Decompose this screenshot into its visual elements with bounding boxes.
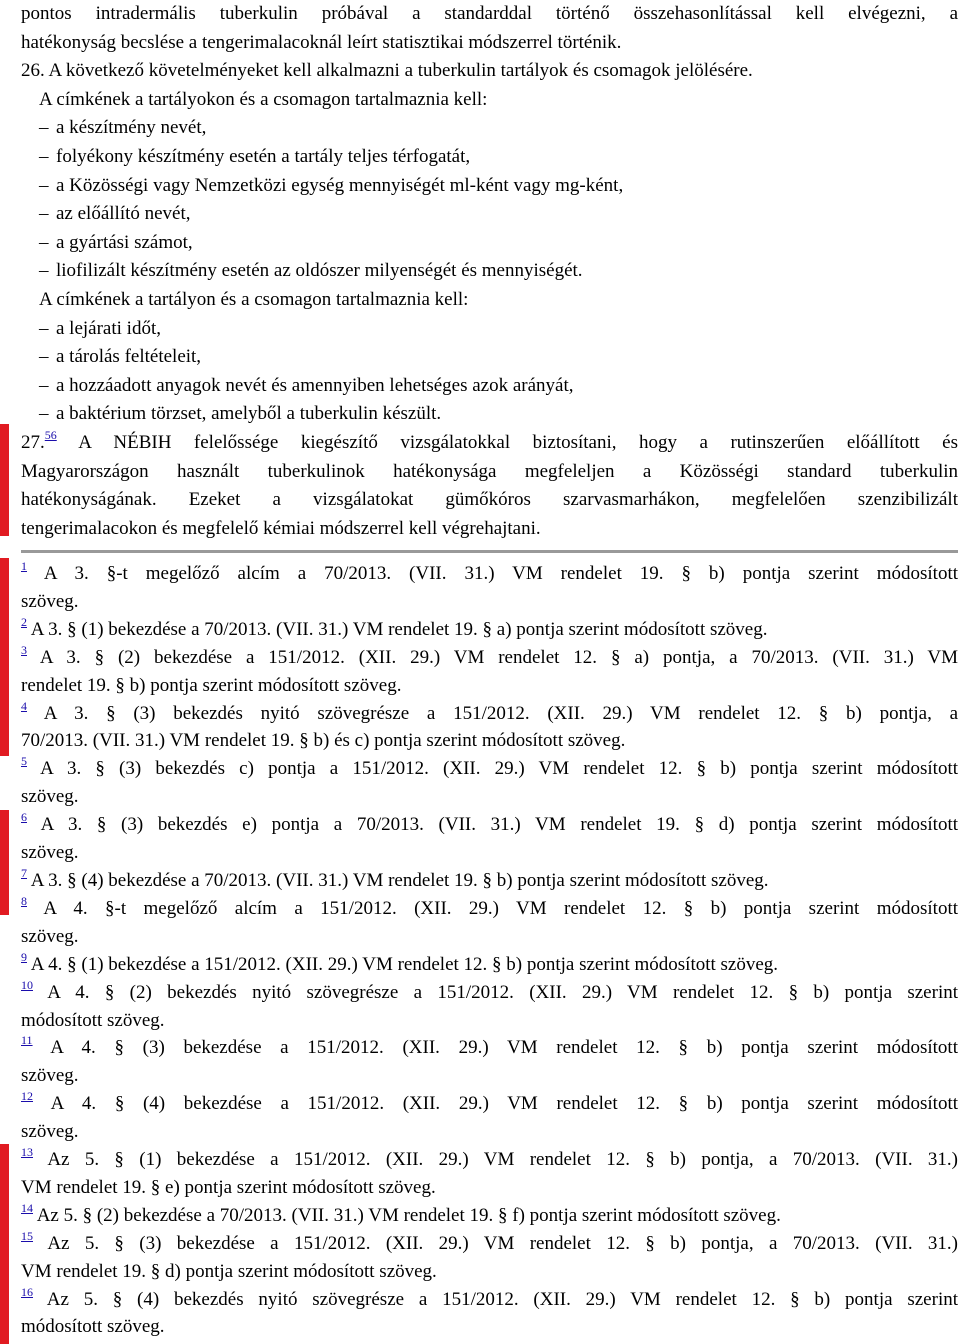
- footnote-ref-link[interactable]: 56: [44, 427, 57, 442]
- footnote-text: Az 5. § (2) bekezdése a 70/2013. (VII. 31.) VM rendelet 19. § f) pontja szerint módosított szöveg.: [36, 1204, 781, 1226]
- list-item-text: a Közösségi vagy Nemzetközi egység mennyiségét ml-ként vagy mg-ként,: [56, 174, 624, 196]
- footnote-continuation: szöveg.: [21, 1121, 79, 1143]
- list-item: [21, 400, 958, 429]
- footnote-number-link[interactable]: 16: [21, 1284, 33, 1299]
- footnote-continuation: szöveg.: [21, 590, 79, 612]
- dash-bullet: –: [39, 317, 49, 339]
- footnote-number-link[interactable]: 14: [21, 1200, 33, 1215]
- footnote-continuation: szöveg.: [21, 842, 79, 864]
- footnote-text: Az 5. § (1) bekezdése a 151/2012. (XII. 29.) VM rendelet 12. § b) pontja, a 70/2013. (VII. 31.): [47, 1149, 958, 1171]
- item-27-line: 27.56 A NÉBIH felelőssége kiegészítő vizsgálatokkal biztosítani, hogy a rutinszerűen előállított és: [21, 427, 958, 453]
- footnote: [21, 979, 958, 1007]
- footnote: [21, 700, 958, 728]
- footnote-number-link[interactable]: 5: [21, 754, 27, 769]
- document-page: [21, 0, 958, 543]
- footnote-separator: [21, 550, 958, 553]
- dash-bullet: –: [39, 231, 49, 253]
- dash-bullet: –: [39, 203, 49, 225]
- footnote: [21, 1090, 958, 1118]
- list-item-text: a hozzáadott anyagok nevét és amennyiben lehetséges azok arányát,: [56, 374, 574, 396]
- footnote-continuation: rendelet 19. § b) pontja szerint módosított szöveg.: [21, 674, 402, 696]
- footnote-text: A 3. § (3) bekezdés nyitó szövegrésze a 151/2012. (XII. 29.) VM rendelet 12. § b) pontja, a: [43, 702, 959, 724]
- footnote: [21, 811, 958, 839]
- footnote-continuation: 70/2013. (VII. 31.) VM rendelet 19. § b) és c) pontja szerint módosított szöveg.: [21, 730, 626, 752]
- footnote-continuation: módosított szöveg.: [21, 1316, 165, 1338]
- item-27-number: 27.: [21, 431, 45, 453]
- list-item-text: a lejárati időt,: [56, 317, 161, 339]
- body-line: hatékonyság becslése a tengerimalacoknál leírt statisztikai módszerrel történik.: [21, 31, 622, 53]
- footnote-number-link[interactable]: 4: [21, 698, 27, 713]
- change-bar: [0, 1144, 9, 1344]
- dash-bullet: –: [39, 174, 49, 196]
- list-item: [21, 200, 958, 229]
- footnote: [21, 560, 958, 588]
- list-item: [21, 343, 958, 372]
- list-item: [21, 257, 958, 286]
- footnote-text: A 3. § (3) bekezdés e) pontja a 70/2013. (VII. 31.) VM rendelet 19. § d) pontja szerint módosított: [40, 814, 959, 836]
- footnote-number-link[interactable]: 8: [21, 893, 27, 908]
- list-item: [21, 315, 958, 344]
- footnote-text: A 3. §-t megelőző alcím a 70/2013. (VII. 31.) VM rendelet 19. § b) pontja szerint módosított: [43, 563, 959, 584]
- footnote-text: A 4. § (3) bekezdése a 151/2012. (XII. 29.) VM rendelet 12. § b) pontja szerint módosított: [50, 1037, 958, 1059]
- list-item: [21, 114, 958, 143]
- footnote: [21, 1286, 958, 1314]
- dash-bullet: –: [39, 374, 49, 396]
- list-item-text: az előállító nevét,: [56, 203, 191, 225]
- footnote-text: A 4. § (2) bekezdés nyitó szövegrésze a 151/2012. (XII. 29.) VM rendelet 12. § b) pontja szerint: [47, 981, 959, 1003]
- list-item-text: a baktérium törzset, amelyből a tuberkulin készült.: [56, 403, 442, 425]
- body-line: pontos intradermális tuberkulin próbával a standarddal történő összehasonlítással kell elvégezni, a: [21, 3, 958, 24]
- footnote-number-link[interactable]: 11: [21, 1033, 33, 1048]
- footnote-continuation: szöveg.: [21, 925, 79, 947]
- footnote-number-link[interactable]: 10: [21, 977, 33, 992]
- label-intro: A címkének a tartályon és a csomagon tartalmaznia kell:: [39, 288, 469, 310]
- footnote-number-link[interactable]: 12: [21, 1089, 33, 1104]
- dash-bullet: –: [39, 403, 49, 425]
- footnote-number-link[interactable]: 15: [21, 1228, 33, 1243]
- list-item: [21, 172, 958, 201]
- item-27-line: tengerimalacokon és megfelelő kémiai módszerrel kell végrehajtani.: [21, 517, 541, 539]
- footnote: [21, 895, 958, 923]
- footnote: [21, 1034, 958, 1062]
- footnote-number-link[interactable]: 2: [21, 614, 27, 629]
- dash-bullet: –: [39, 117, 49, 139]
- footnote-continuation: VM rendelet 19. § d) pontja szerint módosított szöveg.: [21, 1260, 437, 1282]
- change-bar: [0, 810, 9, 915]
- list-item-text: a készítmény nevét,: [56, 117, 207, 139]
- footnote-continuation: VM rendelet 19. § e) pontja szerint módosított szöveg.: [21, 1176, 436, 1198]
- footnote: [21, 1146, 958, 1174]
- label-intro: A címkének a tartályokon és a csomagon tartalmaznia kell:: [39, 88, 488, 110]
- item-27-line: hatékonyságának. Ezeket a vizsgálatokat gümőkóros szarvasmarhákon, megfelelően szenzibilizált: [21, 489, 958, 511]
- footnote-number-link[interactable]: 9: [21, 949, 27, 964]
- footnote-text: A 3. § (3) bekezdés c) pontja a 151/2012. (XII. 29.) VM rendelet 12. § b) pontja szerint módosított: [40, 758, 959, 780]
- footnote-text: A 4. §-t megelőző alcím a 151/2012. (XII. 29.) VM rendelet 12. § b) pontja szerint módosított: [43, 897, 958, 919]
- change-bar: [0, 558, 9, 756]
- footnote: [21, 616, 958, 644]
- footnote: [21, 867, 958, 895]
- footnote: [21, 1230, 958, 1258]
- footnote: [21, 951, 958, 979]
- footnote-text: A 3. § (4) bekezdése a 70/2013. (VII. 31.) VM rendelet 19. § b) pontja szerint módosított szöveg.: [30, 869, 769, 891]
- list-item-text: folyékony készítmény esetén a tartály teljes térfogatát,: [56, 145, 471, 167]
- footnote-text: Az 5. § (4) bekezdés nyitó szövegrésze a 151/2012. (XII. 29.) VM rendelet 12. § b) pontja szerint: [46, 1288, 958, 1310]
- list-item: [21, 143, 958, 172]
- dash-bullet: –: [39, 346, 49, 368]
- footnote-continuation: szöveg.: [21, 1065, 79, 1087]
- list-item-text: a gyártási számot,: [56, 231, 193, 253]
- footnote: [21, 1202, 958, 1230]
- list-item: [21, 372, 958, 401]
- footnote-text: A 4. § (1) bekezdése a 151/2012. (XII. 29.) VM rendelet 12. § b) pontja szerint módosított szöveg.: [30, 953, 779, 975]
- footnote-number-link[interactable]: 7: [21, 865, 27, 880]
- footnotes: [21, 560, 958, 1341]
- item-27-line: Magyarországon használt tuberkulinok hatékonysága megfeleljen a Közösségi standard tuberkulin: [21, 460, 958, 482]
- footnote-text: A 3. § (1) bekezdése a 70/2013. (VII. 31.) VM rendelet 19. § a) pontja szerint módosított szöveg.: [30, 618, 768, 640]
- item-26: 26. A következő követelményeket kell alkalmazni a tuberkulin tartályok és csomagok jelölésére.: [21, 60, 753, 82]
- footnote-continuation: szöveg.: [21, 786, 79, 808]
- footnote-text: Az 5. § (3) bekezdése a 151/2012. (XII. 29.) VM rendelet 12. § b) pontja, a 70/2013. (VII. 31.): [47, 1232, 958, 1254]
- footnote-number-link[interactable]: 13: [21, 1145, 33, 1160]
- dash-bullet: –: [39, 260, 49, 282]
- list-item-text: a tárolás feltételeit,: [56, 346, 202, 368]
- footnote-number-link[interactable]: 6: [21, 810, 27, 825]
- list-item-text: liofilizált készítmény esetén az oldószer milyenségét és mennyiségét.: [56, 260, 583, 282]
- dash-bullet: –: [39, 145, 49, 167]
- change-bar: [0, 424, 9, 536]
- footnote-number-link[interactable]: 3: [21, 642, 27, 657]
- footnote-continuation: módosított szöveg.: [21, 1009, 165, 1031]
- footnote-number-link[interactable]: 1: [21, 559, 27, 573]
- footnote: [21, 755, 958, 783]
- footnote: [21, 644, 958, 672]
- footnote-text: A 4. § (4) bekezdése a 151/2012. (XII. 29.) VM rendelet 12. § b) pontja szerint módosított: [50, 1093, 959, 1115]
- list-item: [21, 229, 958, 258]
- footnote-text: A 3. § (2) bekezdése a 151/2012. (XII. 29.) VM rendelet 12. § a) pontja, a 70/2013. (VII. 31.) VM: [39, 646, 958, 668]
